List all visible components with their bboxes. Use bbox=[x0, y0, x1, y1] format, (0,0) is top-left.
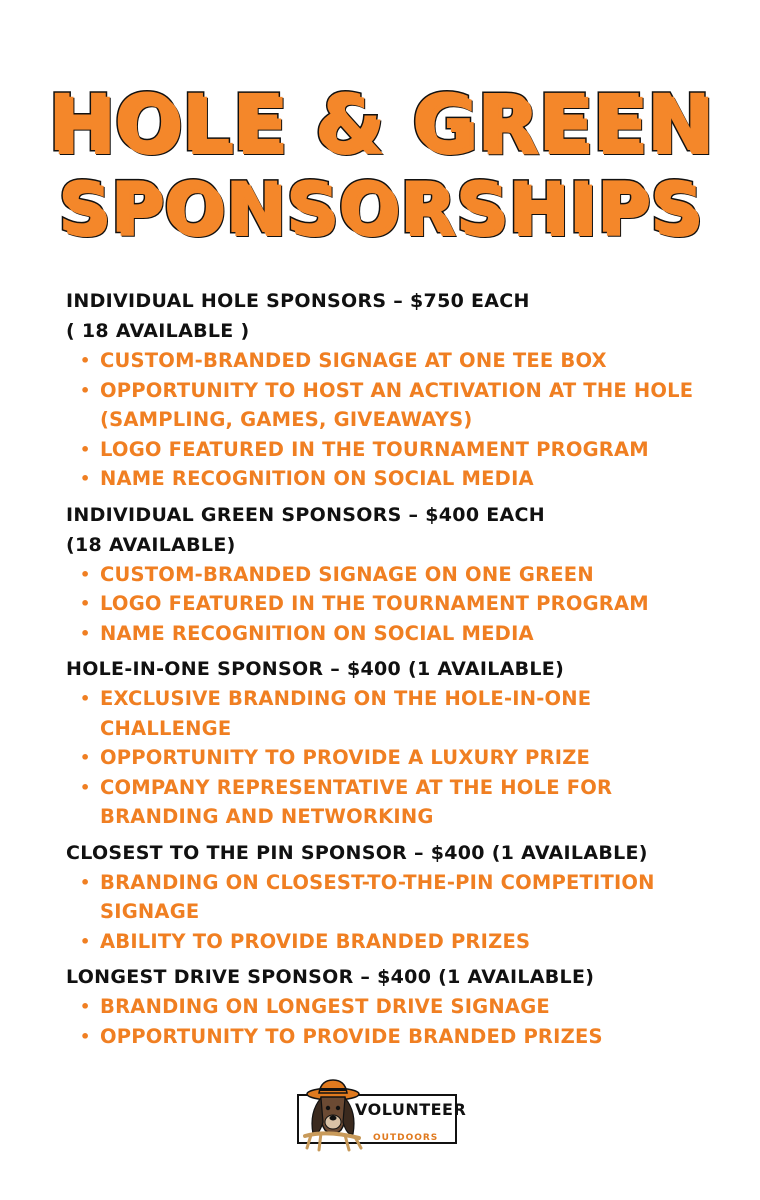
section-heading: INDIVIDUAL HOLE SPONSORS – $750 EACH bbox=[66, 290, 530, 312]
section-heading: CLOSEST TO THE PIN SPONSOR – $400 (1 AVAILABLE) bbox=[66, 841, 648, 864]
bullet-item: • LOGO FEATURED IN THE TOURNAMENT PROGRAM bbox=[80, 589, 726, 619]
section-availability: (18 AVAILABLE) bbox=[66, 533, 236, 556]
bullet-list bbox=[66, 560, 726, 649]
bullet-item: • LOGO FEATURED IN THE TOURNAMENT PROGRAM bbox=[80, 435, 726, 465]
bullet-item: • CUSTOM-BRANDED SIGNAGE ON ONE GREEN bbox=[80, 560, 726, 590]
section-hole-sponsors bbox=[66, 286, 726, 494]
bullet-list bbox=[66, 684, 726, 832]
section-green-sponsors bbox=[66, 500, 726, 649]
logo-wordmark: VOLUNTEER bbox=[355, 1100, 467, 1119]
bullet-item: • OPPORTUNITY TO PROVIDE A LUXURY PRIZE bbox=[80, 743, 726, 773]
section-heading: HOLE-IN-ONE SPONSOR – $400 (1 AVAILABLE) bbox=[66, 658, 565, 680]
section-availability: ( 18 AVAILABLE ) bbox=[66, 320, 250, 342]
bullet-item: • BRANDING ON LONGEST DRIVE SIGNAGE bbox=[80, 992, 726, 1022]
sponsorship-list bbox=[66, 286, 726, 1057]
bullet-item: • CUSTOM-BRANDED SIGNAGE AT ONE TEE BOX bbox=[80, 346, 726, 376]
section-hole-in-one bbox=[66, 654, 726, 832]
bullet-item: • NAME RECOGNITION ON SOCIAL MEDIA bbox=[80, 464, 726, 494]
page-title bbox=[0, 79, 760, 250]
bullet-list bbox=[66, 346, 726, 494]
bullet-item: • EXCLUSIVE BRANDING ON THE HOLE-IN-ONE CHALLENGE bbox=[80, 684, 726, 743]
bullet-list bbox=[66, 868, 726, 957]
bullet-item: • NAME RECOGNITION ON SOCIAL MEDIA bbox=[80, 619, 726, 649]
section-heading: LONGEST DRIVE SPONSOR – $400 (1 AVAILABLE) bbox=[66, 966, 595, 988]
title-line-2: SPONSORSHIPS bbox=[57, 167, 703, 249]
bullet-list bbox=[66, 992, 726, 1051]
volunteer-outdoors-logo bbox=[297, 1078, 467, 1154]
bullet-item: • OPPORTUNITY TO HOST AN ACTIVATION AT THE HOLE (SAMPLING, GAMES, GIVEAWAYS) bbox=[80, 376, 726, 435]
bullet-item: • ABILITY TO PROVIDE BRANDED PRIZES bbox=[80, 927, 726, 957]
bullet-item: • COMPANY REPRESENTATIVE AT THE HOLE FOR BRANDING AND NETWORKING bbox=[80, 773, 726, 832]
section-closest-to-pin bbox=[66, 838, 726, 957]
title-line-1: HOLE & GREEN bbox=[47, 79, 713, 169]
bullet-item: • BRANDING ON CLOSEST-TO-THE-PIN COMPETITION SIGNAGE bbox=[80, 868, 726, 927]
section-heading: INDIVIDUAL GREEN SPONSORS – $400 EACH bbox=[66, 503, 545, 526]
section-longest-drive bbox=[66, 962, 726, 1051]
bullet-item: • OPPORTUNITY TO PROVIDE BRANDED PRIZES bbox=[80, 1022, 726, 1052]
logo-subtitle: OUTDOORS bbox=[373, 1133, 439, 1143]
